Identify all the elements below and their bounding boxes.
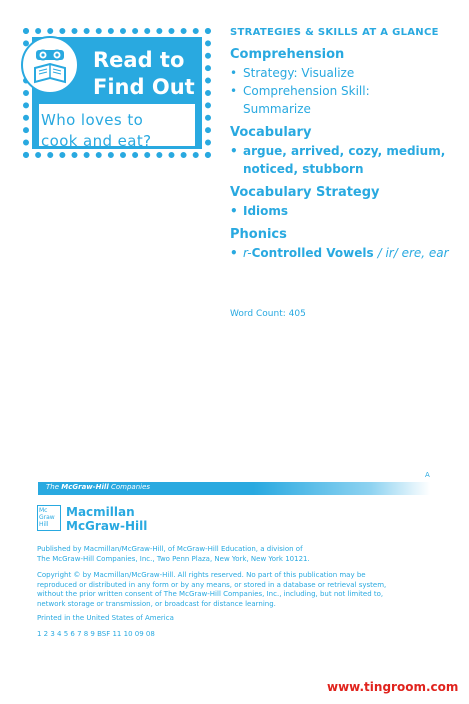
publisher-name-line1: Macmillan xyxy=(66,505,135,519)
copyright-notice xyxy=(37,571,437,609)
printing-numbers: 1 2 3 4 5 6 7 8 9 BSF 11 10 09 08 xyxy=(37,630,155,638)
phonics-item xyxy=(230,244,450,262)
skills-at-a-glance xyxy=(230,27,450,262)
phonics-item-label: Controlled Vowels xyxy=(251,246,374,260)
callout-question xyxy=(41,110,152,152)
callout-title-line1: Read to xyxy=(93,48,185,72)
logo-mark-line2: Graw xyxy=(39,514,55,521)
mcgraw-hill-logo-mark xyxy=(37,505,61,531)
bar-brand: McGraw-Hill xyxy=(61,483,109,491)
watermark-link[interactable]: www.tingroom.com xyxy=(327,680,459,694)
published-by xyxy=(37,545,437,564)
comprehension-item-skill: • Comprehension Skill: xyxy=(230,82,450,100)
copyright-line2: reproduced or distributed in any form or by any means, or stored in a database or retrieval system, xyxy=(37,580,387,589)
comprehension-item-strategy: • Strategy: Visualize xyxy=(230,64,450,82)
published-line2: The McGraw-Hill Companies, Inc., Two Penn Plaza, New York, New York 10121. xyxy=(37,554,310,563)
callout-title-line2: Find Out xyxy=(93,75,195,99)
publisher-bar xyxy=(38,482,430,495)
vocabulary-words-line2: noticed, stubborn xyxy=(243,162,364,176)
phonics-heading: Phonics xyxy=(230,227,287,242)
publisher-bar-text xyxy=(46,483,150,491)
vocabulary-strategy-item: • Idioms xyxy=(230,202,450,220)
phonics-sounds: / ir/ ere, ear xyxy=(377,246,449,260)
published-line1: Published by Macmillan/McGraw-Hill, of McGraw-Hill Education, a division of xyxy=(37,545,303,553)
comprehension-item-skill-cont: Summarize xyxy=(243,102,311,116)
copyright-line4: network storage or transmission, or broadcast for distance learning. xyxy=(37,599,276,608)
printed-in: Printed in the United States of America xyxy=(37,614,174,622)
vocabulary-strategy-heading: Vocabulary Strategy xyxy=(230,185,380,200)
reading-owl-icon xyxy=(21,36,79,94)
glance-kicker: STRATEGIES & SKILLS AT A GLANCE xyxy=(230,27,439,38)
logo-mark-line3: Hill xyxy=(39,521,49,528)
corner-mark: A xyxy=(425,471,430,479)
callout-question-line2: cook and eat? xyxy=(41,132,152,150)
comprehension-heading: Comprehension xyxy=(230,47,345,62)
callout-question-line1: Who loves to xyxy=(41,111,144,129)
publisher-name-line2: McGraw-Hill xyxy=(66,519,148,533)
word-count: Word Count: 405 xyxy=(230,309,306,319)
phonics-prefix: r- xyxy=(243,246,252,260)
bar-companies: Companies xyxy=(110,483,151,491)
publisher-name xyxy=(66,505,147,533)
bar-the: The xyxy=(46,483,60,491)
vocabulary-words-line1: • argue, arrived, cozy, medium, xyxy=(230,142,450,160)
vocabulary-heading: Vocabulary xyxy=(230,125,312,140)
logo-mark-line1: Mc xyxy=(39,507,48,514)
callout-title xyxy=(93,47,195,101)
copyright-line3: without the prior written consent of The McGraw-Hill Companies, Inc., including, but not limited to, xyxy=(37,590,384,598)
copyright-line1: Copyright © by Macmillan/McGraw-Hill. All rights reserved. No part of this publication may be xyxy=(37,571,366,579)
